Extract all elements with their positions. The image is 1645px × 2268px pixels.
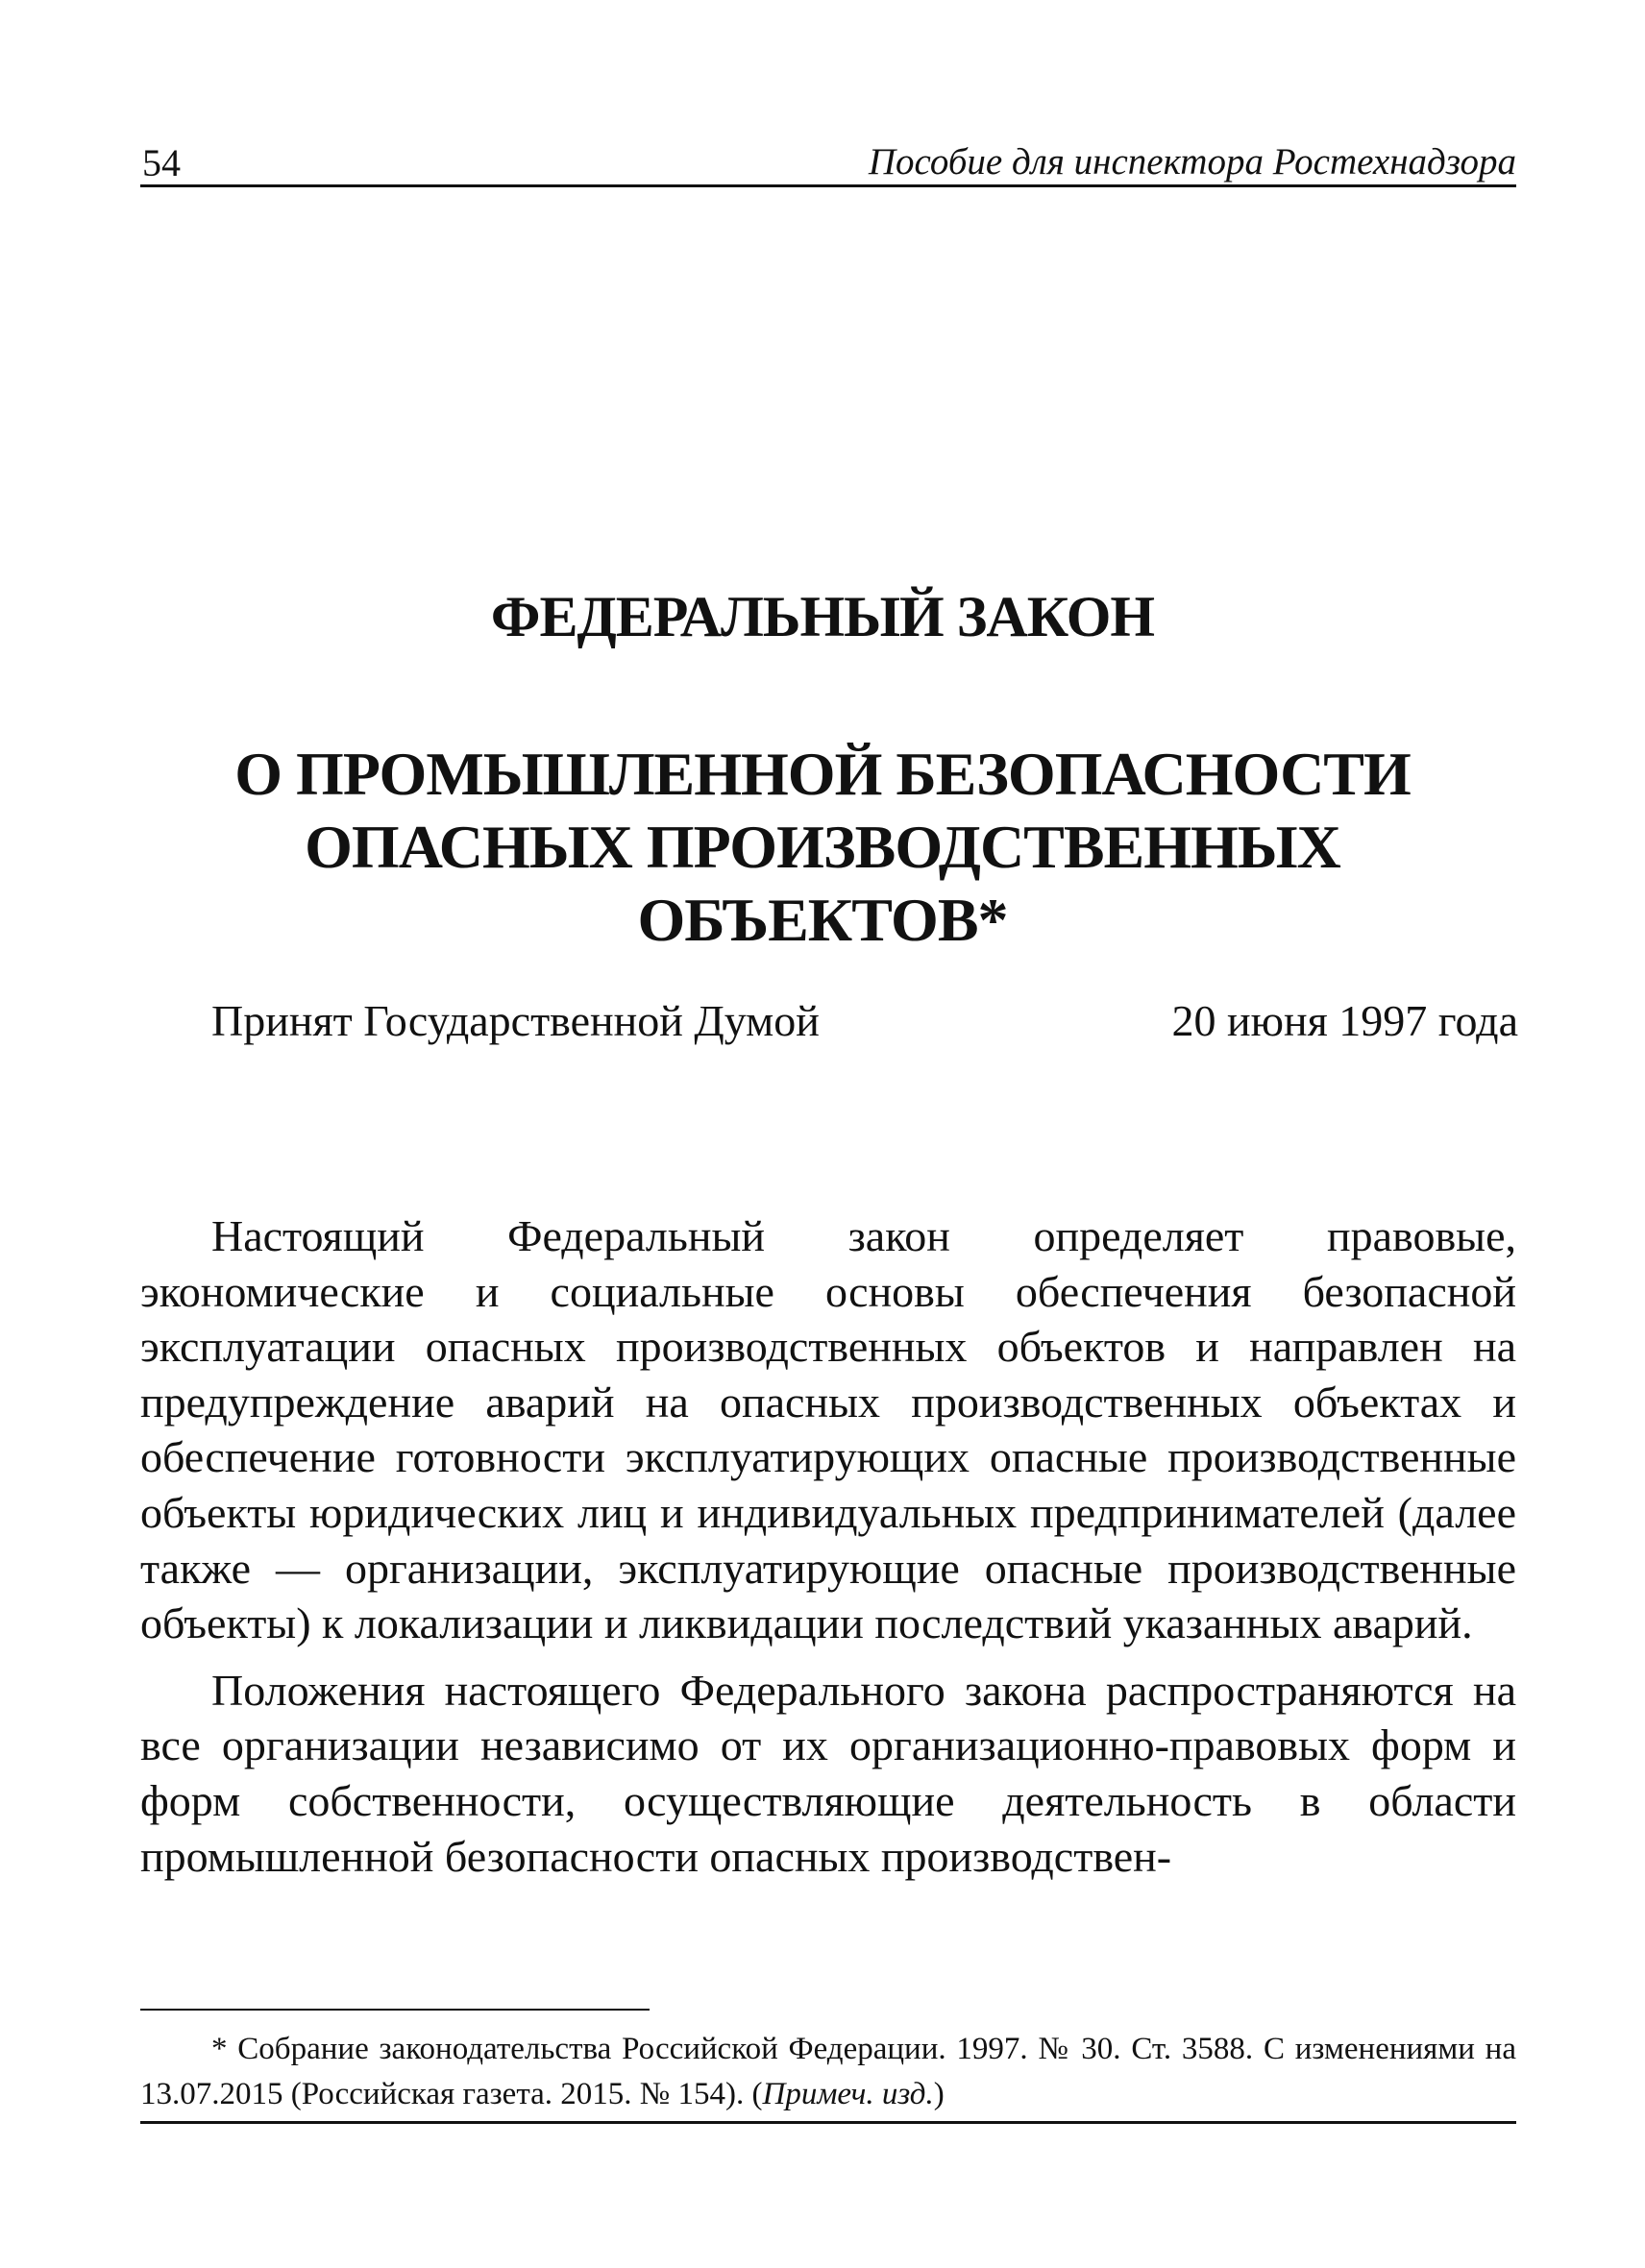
page-header <box>140 134 1516 187</box>
law-title-line: ОПАСНЫХ ПРОИЗВОДСТВЕННЫХ <box>305 813 1340 882</box>
adopted-by: Принят Государственной Думой <box>211 996 820 1045</box>
footnote-separator <box>140 2009 650 2011</box>
body-text <box>140 1208 1516 1895</box>
footnote <box>140 2027 1516 2117</box>
footnote-editor-note: Примеч. изд. <box>762 2077 934 2111</box>
paragraph: Положения настоящего Федерального закона распространяются на все организации независимо от их организационно-правовых форм и форм собственности, осуществляющие деятельность в области промышленной безопасности опасных производствен- <box>140 1665 1516 1881</box>
law-title <box>0 738 1645 957</box>
footnote-close: ) <box>933 2077 945 2111</box>
running-title: Пособие для инспектора Ростехнадзора <box>868 141 1516 183</box>
bottom-rule <box>140 2121 1516 2124</box>
adopted-date: 20 июня 1997 года <box>1171 996 1518 1045</box>
paragraph: Настоящий Федеральный закон определяет правовые, экономические и социальные основы обеспечения безопасной эксплуатации опасных производственных объектов и направлен на предупреждение аварий на опасных производственных объектах и обеспечение готовности эксплуатирующих опасные производственные объекты юридических лиц и индивидуальных предпринимателей (далее также — организации, эксплуатирующие опасные производственные объекты) к локализации и ликвидации последствий указанных аварий. <box>140 1211 1516 1648</box>
law-title-line: О ПРОМЫШЛЕННОЙ БЕЗОПАСНОСТИ <box>234 740 1411 808</box>
footnote-text: * Собрание законодательства Российской Федерации. 1997. № 30. Ст. 3588. С изменениями на 13.07.2015 (Российская газета. 2015. № 154). ( <box>140 2032 1516 2111</box>
document-type-heading: ФЕДЕРАЛЬНЫЙ ЗАКОН <box>490 585 1155 648</box>
law-title-line: ОБЪЕКТОВ* <box>637 886 1008 955</box>
page-number: 54 <box>142 141 181 184</box>
